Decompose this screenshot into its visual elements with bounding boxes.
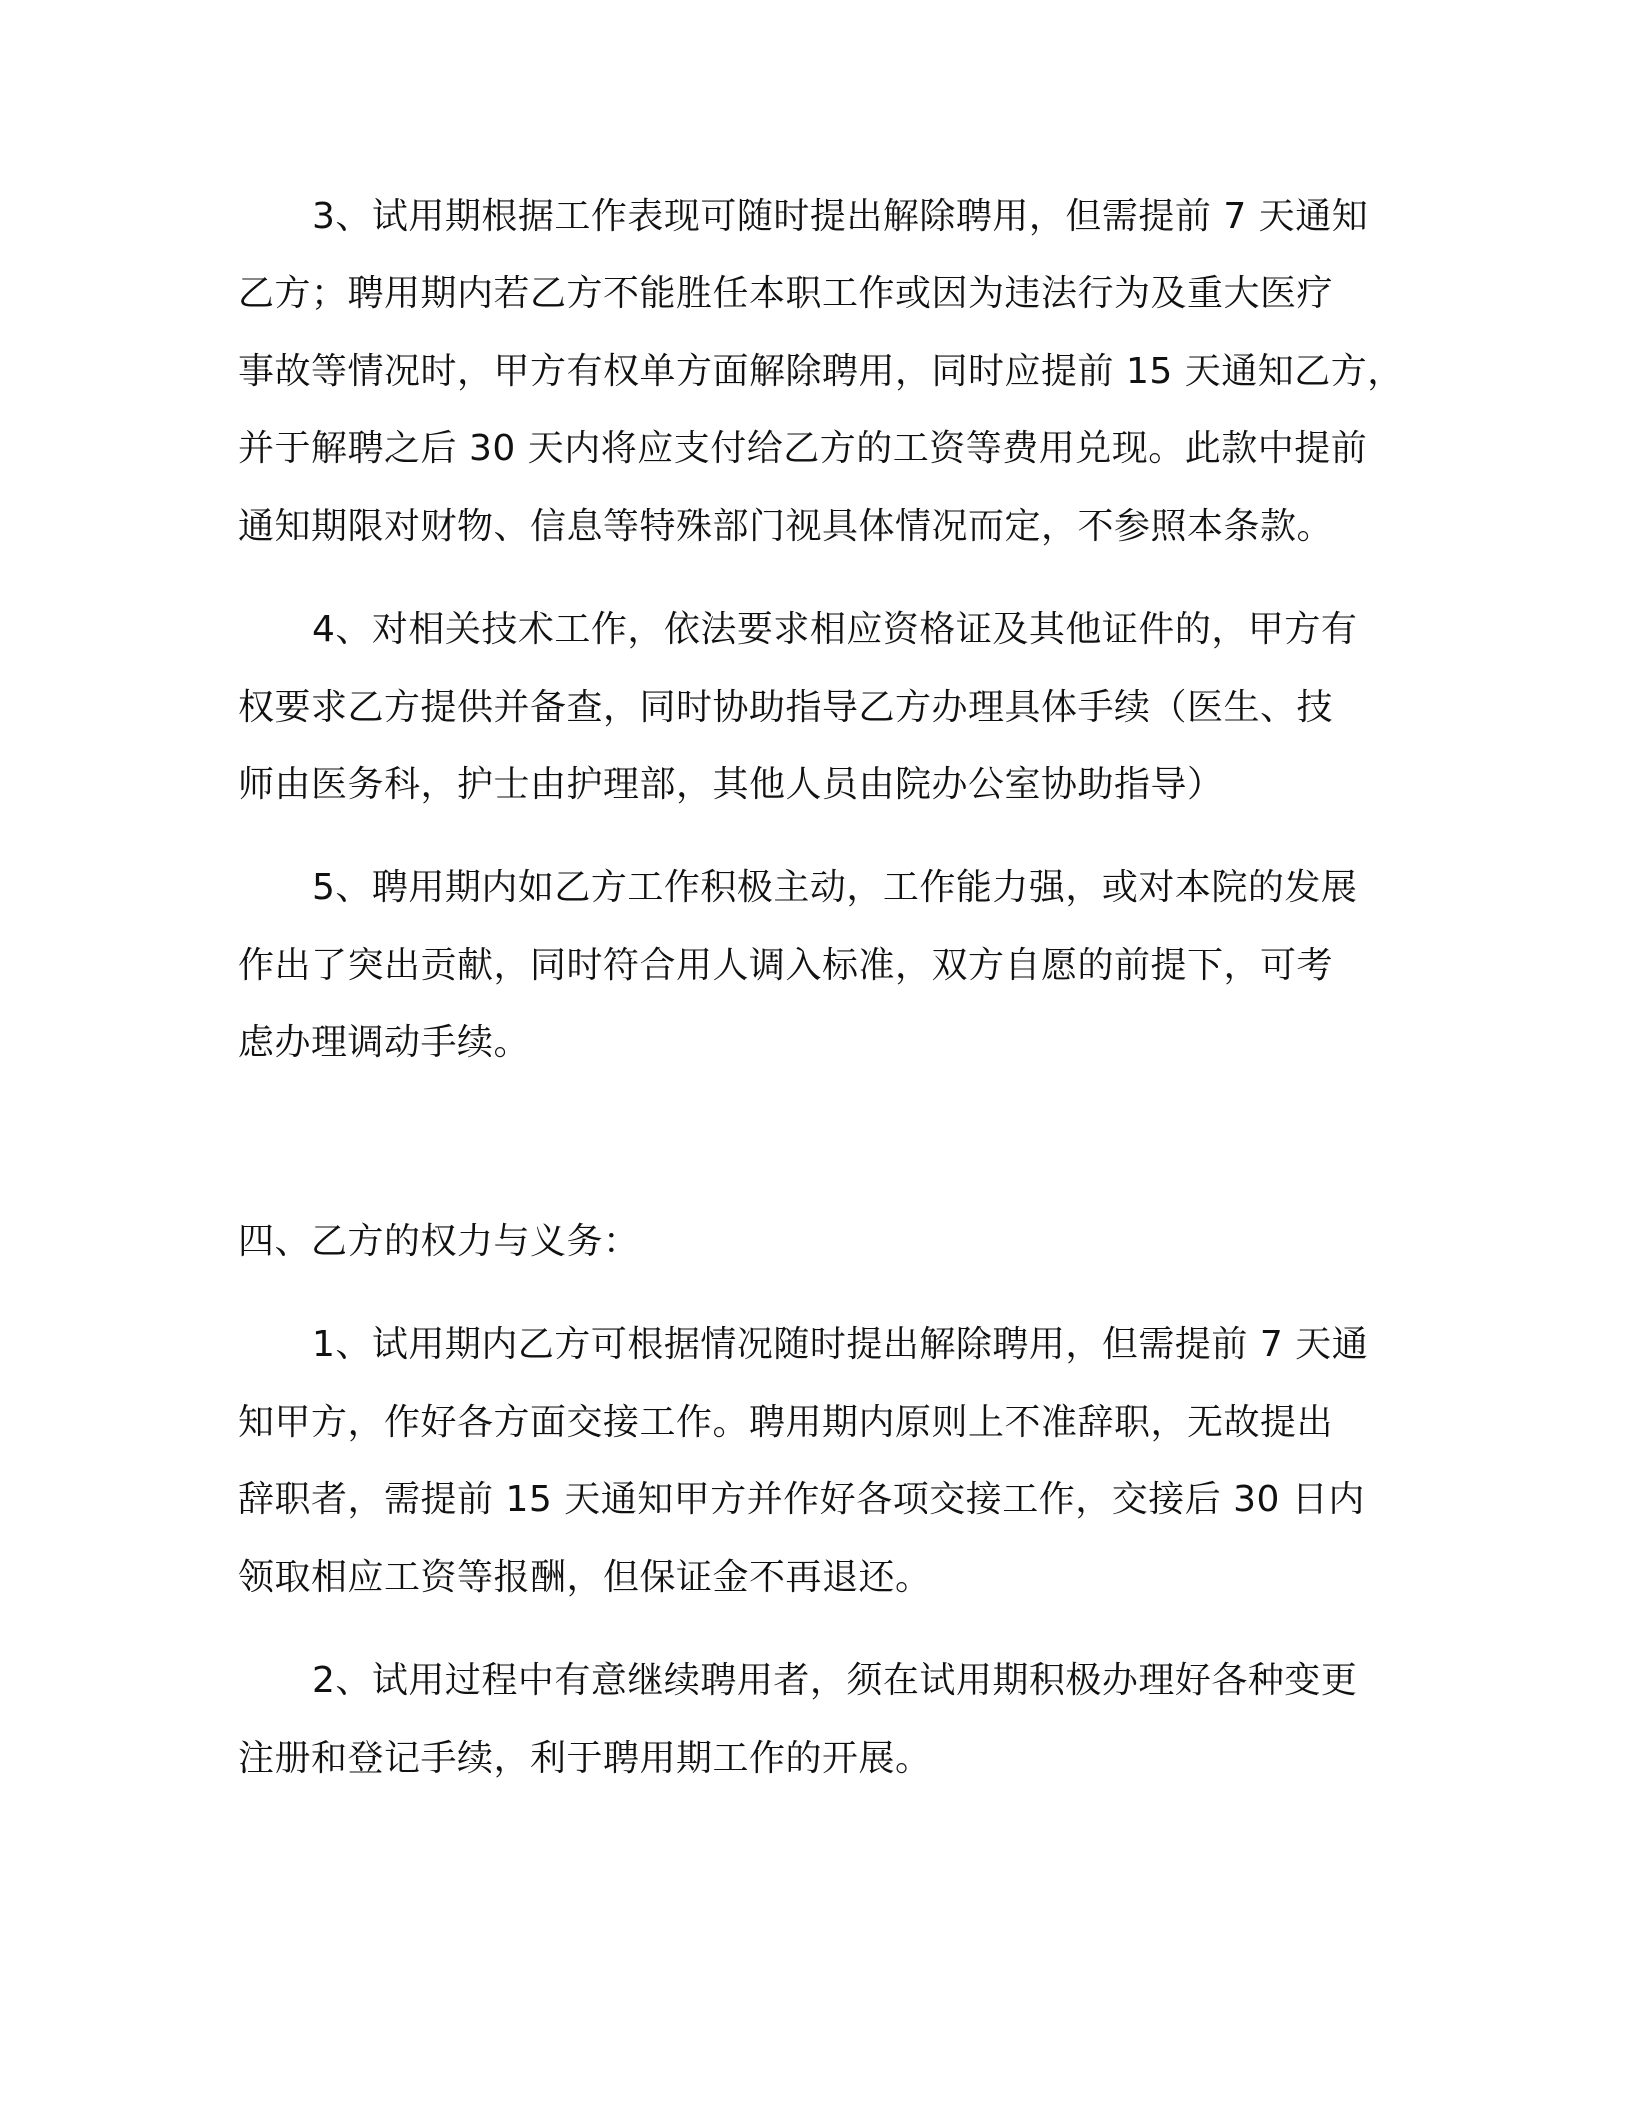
section-4-clause-1-line-1: 1、试用期内乙方可根据情况随时提出解除聘用，但需提前 7 天通 [312, 1324, 1369, 1365]
clause-5-line-1: 5、聘用期内如乙方工作积极主动，工作能力强，或对本院的发展 [312, 867, 1358, 908]
clause-5-line-2: 作出了突出贡献，同时符合用人调入标准，双方自愿的前提下，可考 [238, 945, 1334, 986]
section-4-clause-1-line-4: 领取相应工资等报酬，但保证金不再退还。 [238, 1557, 932, 1598]
clause-4-line-1: 4、对相关技术工作，依法要求相应资格证及其他证件的，甲方有 [312, 609, 1358, 650]
section-4-clause-1-line-3: 辞职者，需提前 15 天通知甲方并作好各项交接工作，交接后 30 日内 [238, 1479, 1365, 1520]
clause-3-line-4: 并于解聘之后 30 天内将应支付给乙方的工资等费用兑现。此款中提前 [238, 428, 1368, 469]
clause-4-line-3: 师由医务科，护士由护理部，其他人员由院办公室协助指导） [238, 764, 1224, 805]
clause-3-line-2: 乙方；聘用期内若乙方不能胜任本职工作或因为违法行为及重大医疗 [238, 273, 1334, 314]
clause-4-line-2: 权要求乙方提供并备查，同时协助指导乙方办理具体手续（医生、技 [238, 687, 1334, 728]
clause-3-line-3: 事故等情况时，甲方有权单方面解除聘用，同时应提前 15 天通知乙方， [238, 351, 1404, 392]
section-4-clause-2-line-2: 注册和登记手续，利于聘用期工作的开展。 [238, 1738, 932, 1779]
section-4-clause-1-line-2: 知甲方，作好各方面交接工作。聘用期内原则上不准辞职，无故提出 [238, 1402, 1334, 1443]
section-4-heading: 四、乙方的权力与义务： [238, 1221, 640, 1262]
section-4-clause-2-line-1: 2、试用过程中有意继续聘用者，须在试用期积极办理好各种变更 [312, 1660, 1358, 1701]
clause-5-line-3: 虑办理调动手续。 [238, 1022, 531, 1063]
clause-3-line-1: 3、试用期根据工作表现可随时提出解除聘用，但需提前 7 天通知 [312, 196, 1369, 237]
clause-3-line-5: 通知期限对财物、信息等特殊部门视具体情况而定，不参照本条款。 [238, 506, 1334, 547]
